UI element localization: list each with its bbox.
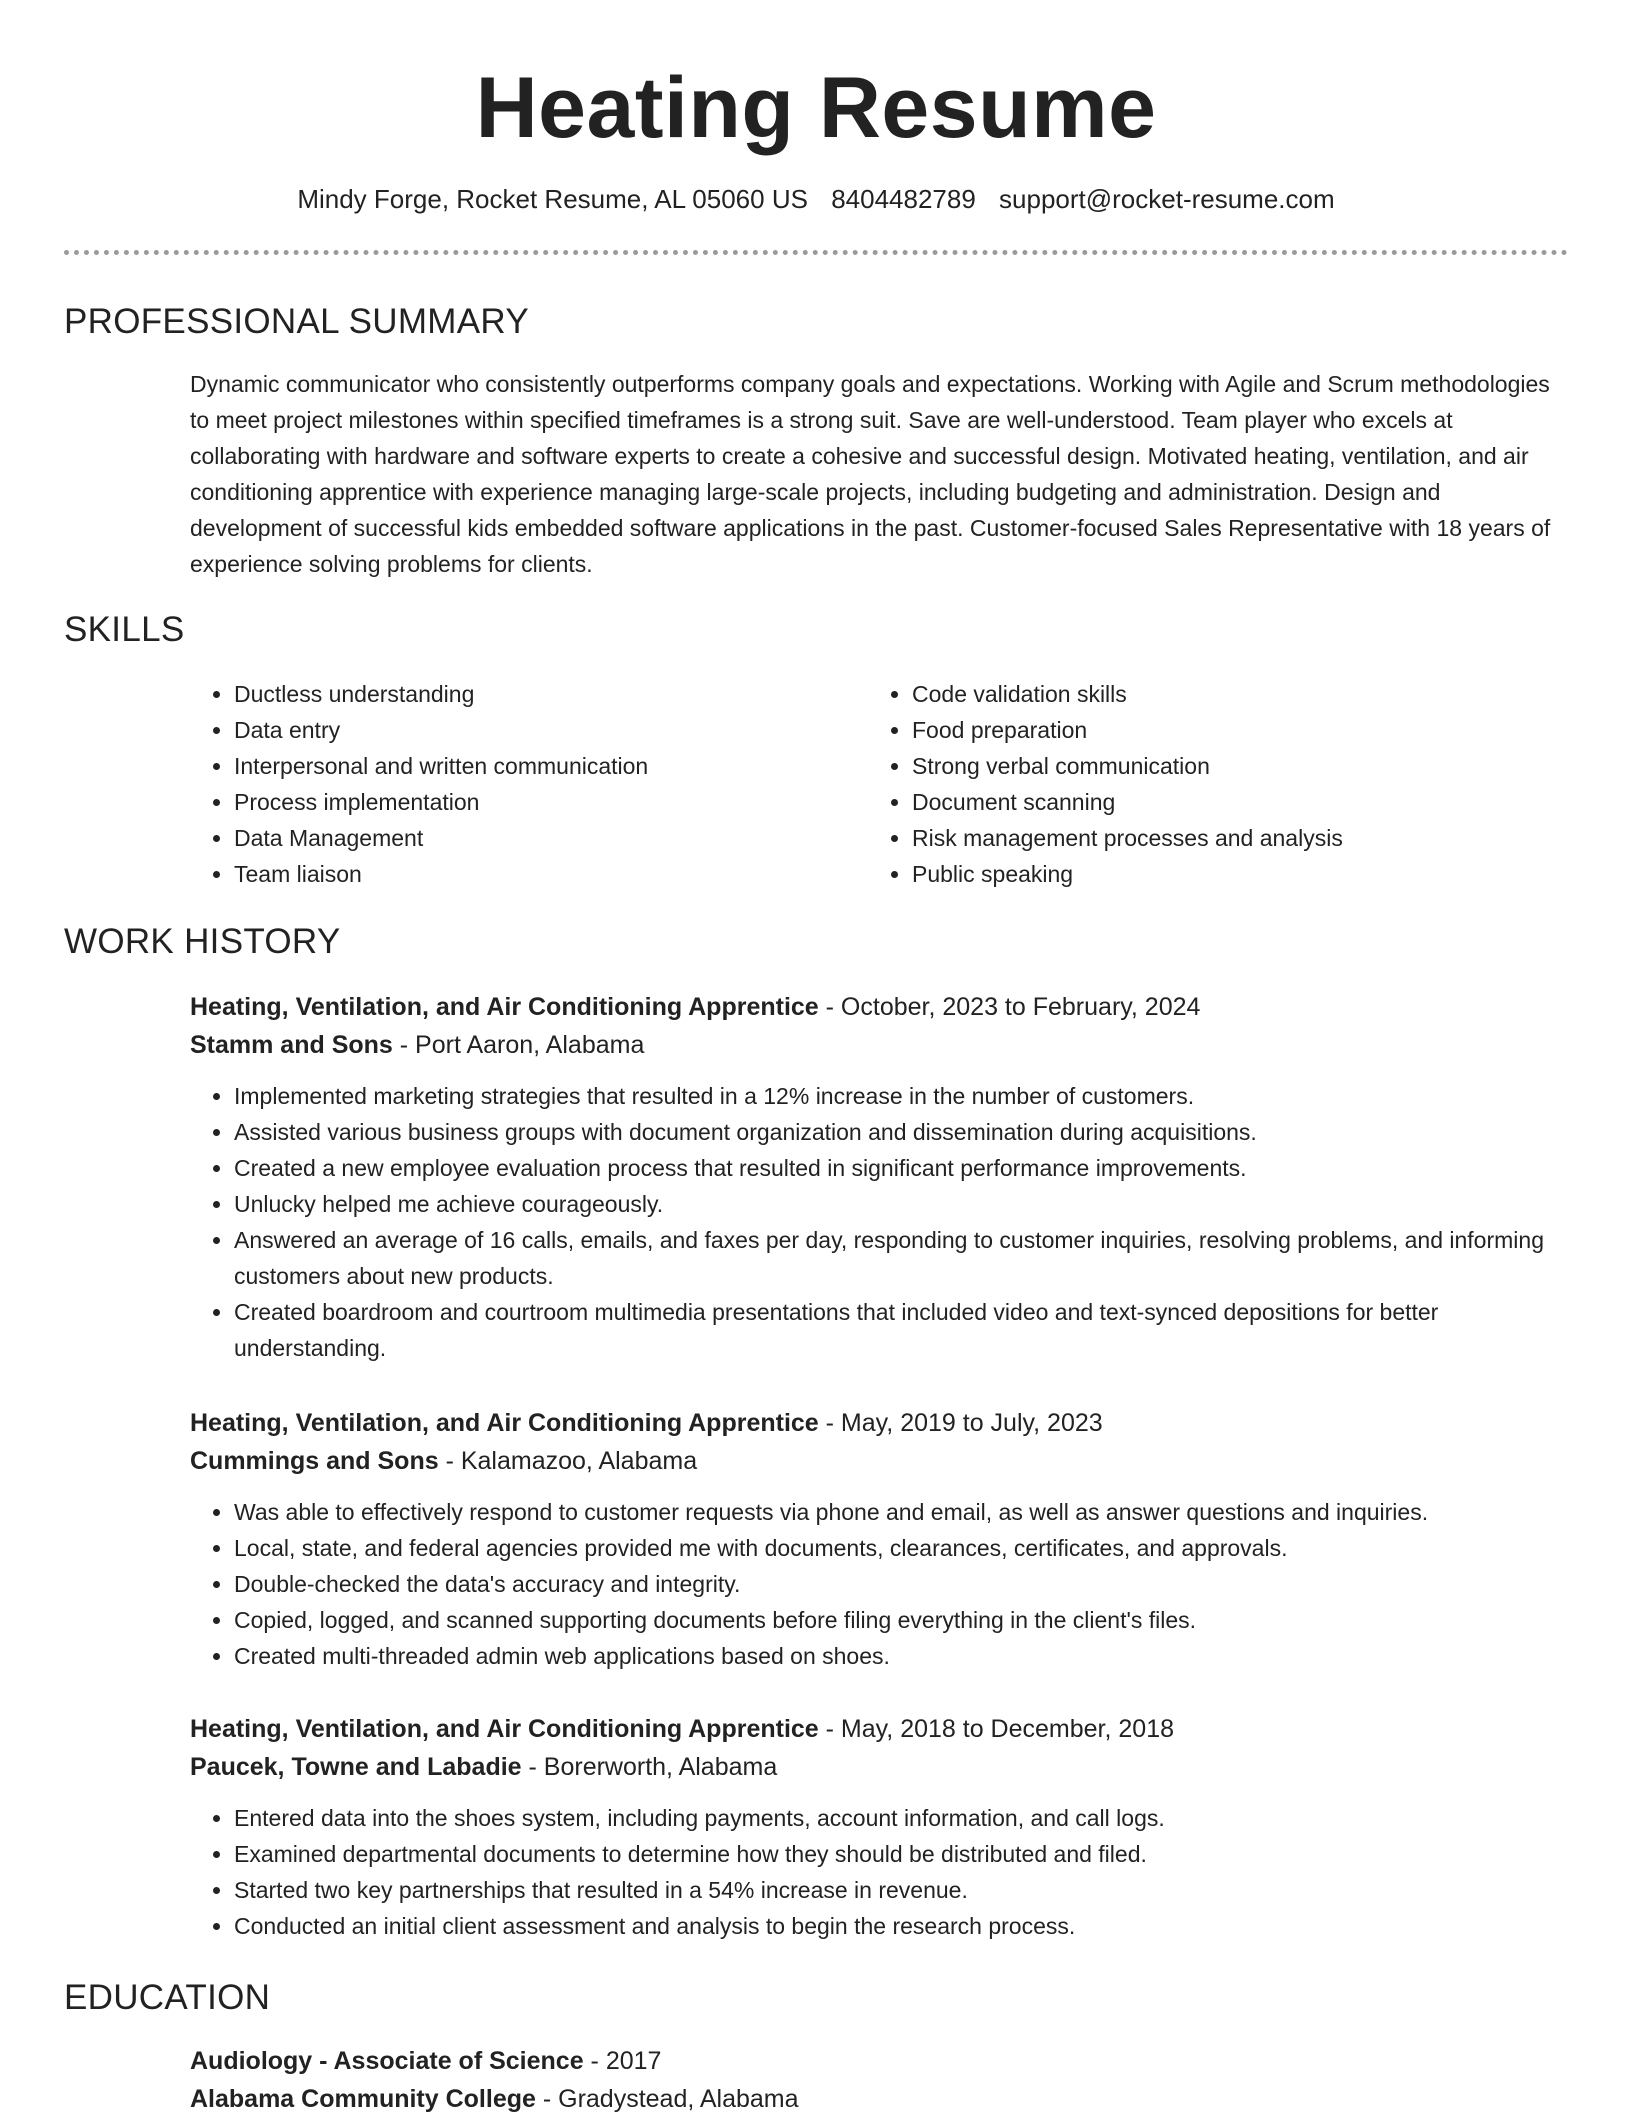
job-location: - Borerworth, Alabama bbox=[521, 1753, 778, 1781]
education-school: Alabama Community College bbox=[190, 2085, 536, 2113]
education-year: - 2017 bbox=[583, 2047, 662, 2075]
job-company: Stamm and Sons bbox=[190, 1031, 393, 1059]
skill-item: • Data entry bbox=[234, 712, 830, 748]
job-company: Cummings and Sons bbox=[190, 1447, 439, 1475]
skills-left-column bbox=[190, 676, 830, 892]
skill-item: • Code validation skills bbox=[912, 676, 1508, 712]
section-title-skills: SKILLS bbox=[64, 610, 185, 649]
contact-email: support@rocket-resume.com bbox=[999, 184, 1335, 214]
skill-item: • Risk management processes and analysis bbox=[912, 820, 1508, 856]
job-dates: - May, 2019 to July, 2023 bbox=[818, 1409, 1103, 1437]
job-dates: - October, 2023 to February, 2024 bbox=[818, 993, 1201, 1021]
job-bullet: • Created a new employee evaluation process that resulted in significant performance improvements. bbox=[234, 1150, 1570, 1186]
job-entry bbox=[190, 1710, 1570, 1944]
job-bullet: • Unlucky helped me achieve courageously. bbox=[234, 1186, 1570, 1222]
skill-item: • Food preparation bbox=[912, 712, 1508, 748]
contact-address: Mindy Forge, Rocket Resume, AL 05060 US bbox=[297, 184, 808, 214]
education-location: - Gradystead, Alabama bbox=[535, 2085, 799, 2113]
job-company-line bbox=[190, 1748, 1570, 1786]
skill-item: • Data Management bbox=[234, 820, 830, 856]
skill-item: • Team liaison bbox=[234, 856, 830, 892]
education-entry bbox=[190, 2042, 1570, 2118]
contact-phone: 8404482789 bbox=[831, 184, 976, 214]
job-bullet: • Local, state, and federal agencies provided me with documents, clearances, certificates, and approvals. bbox=[234, 1530, 1570, 1566]
job-bullet: • Examined departmental documents to determine how they should be distributed and filed. bbox=[234, 1836, 1570, 1872]
section-title-education: EDUCATION bbox=[64, 1978, 271, 2017]
job-bullet: • Assisted various business groups with document organization and dissemination during acquisitions. bbox=[234, 1114, 1570, 1150]
job-title-line bbox=[190, 988, 1570, 1026]
education-degree: Audiology - Associate of Science bbox=[190, 2047, 584, 2075]
job-dates: - May, 2018 to December, 2018 bbox=[818, 1715, 1175, 1743]
job-bullet: • Copied, logged, and scanned supporting documents before filing everything in the client's files. bbox=[234, 1602, 1570, 1638]
job-position: Heating, Ventilation, and Air Conditioning Apprentice bbox=[190, 1715, 819, 1743]
job-company-line bbox=[190, 1026, 1570, 1064]
education-degree-line bbox=[190, 2042, 1570, 2080]
skills-right-column bbox=[868, 676, 1508, 892]
header-divider bbox=[64, 250, 1568, 255]
skill-item: • Strong verbal communication bbox=[912, 748, 1508, 784]
job-bullet: • Conducted an initial client assessment and analysis to begin the research process. bbox=[234, 1908, 1570, 1944]
job-bullet: • Created boardroom and courtroom multimedia presentations that included video and text-synced depositions for better understanding. bbox=[234, 1294, 1570, 1366]
job-bullet: • Started two key partnerships that resulted in a 54% increase in revenue. bbox=[234, 1872, 1570, 1908]
skill-item: • Public speaking bbox=[912, 856, 1508, 892]
resume-title: Heating Resume bbox=[475, 60, 1157, 156]
section-title-summary: PROFESSIONAL SUMMARY bbox=[64, 302, 529, 341]
job-bullet: • Answered an average of 16 calls, emails, and faxes per day, responding to customer inquiries, resolving problems, and informing customers about new products. bbox=[234, 1222, 1570, 1294]
skill-item: • Interpersonal and written communication bbox=[234, 748, 830, 784]
job-bullet: • Double-checked the data's accuracy and integrity. bbox=[234, 1566, 1570, 1602]
job-bullet: • Was able to effectively respond to customer requests via phone and email, as well as answer questions and inquiries. bbox=[234, 1494, 1570, 1530]
job-location: - Port Aaron, Alabama bbox=[392, 1031, 645, 1059]
job-title-line bbox=[190, 1710, 1570, 1748]
job-bullet: • Created multi-threaded admin web applications based on shoes. bbox=[234, 1638, 1570, 1674]
job-company: Paucek, Towne and Labadie bbox=[190, 1753, 522, 1781]
section-title-work-history: WORK HISTORY bbox=[64, 922, 341, 961]
job-position: Heating, Ventilation, and Air Conditioning Apprentice bbox=[190, 993, 819, 1021]
job-bullet: • Implemented marketing strategies that resulted in a 12% increase in the number of customers. bbox=[234, 1078, 1570, 1114]
contact-line bbox=[0, 182, 1632, 216]
job-entry bbox=[190, 988, 1570, 1366]
skill-item: • Ductless understanding bbox=[234, 676, 830, 712]
job-entry bbox=[190, 1404, 1570, 1674]
skill-item: • Document scanning bbox=[912, 784, 1508, 820]
job-bullet: • Entered data into the shoes system, including payments, account information, and call logs. bbox=[234, 1800, 1570, 1836]
job-position: Heating, Ventilation, and Air Conditioning Apprentice bbox=[190, 1409, 819, 1437]
job-company-line bbox=[190, 1442, 1570, 1480]
job-title-line bbox=[190, 1404, 1570, 1442]
skill-item: • Process implementation bbox=[234, 784, 830, 820]
summary-text: Dynamic communicator who consistently outperforms company goals and expectations. Working with Agile and Scrum methodologies to meet project milestones within specified timeframes is a strong suit. Save are well-understood. Team player who excels at collaborating with hardware and software experts to create a cohesive and successful design. Motivated heating, ventilation, and air conditioning apprentice with experience managing large-scale projects, including budgeting and administration. Design and development of successful kids embedded software applications in the past. Customer-focused Sales Representative with 18 years of experience solving problems for clients. bbox=[190, 371, 1551, 577]
job-location: - Kalamazoo, Alabama bbox=[438, 1447, 698, 1475]
education-school-line bbox=[190, 2080, 1570, 2118]
